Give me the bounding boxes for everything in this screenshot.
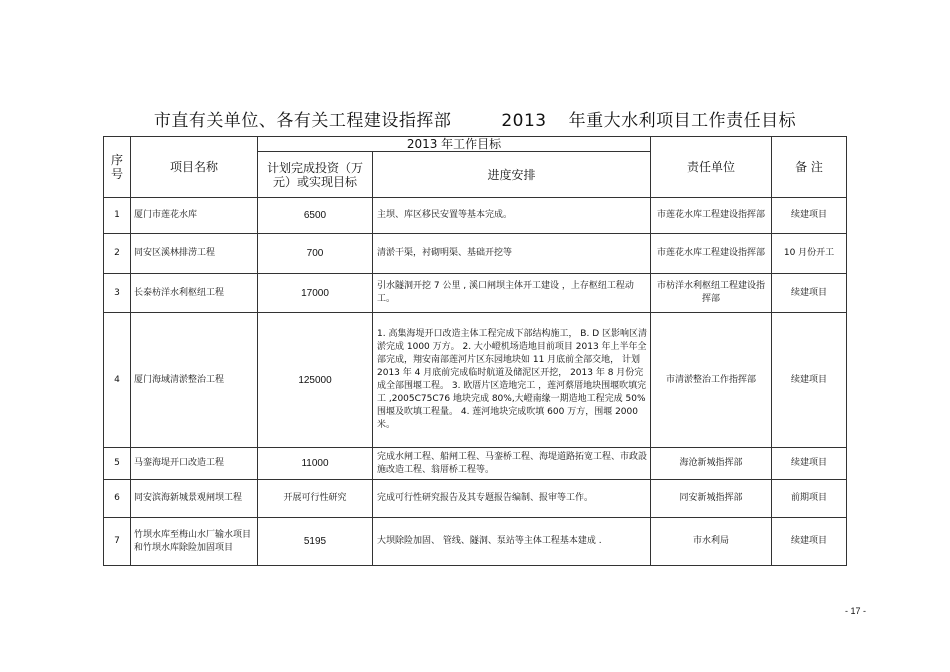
row-progress: 引水隧洞开挖 7 公里 , 溪口闸坝主体开工建设 ，上存枢纽工程动工。 [373, 274, 651, 313]
row-remark: 续建项目 [772, 518, 847, 566]
row-remark: 前期项目 [772, 480, 847, 518]
row-name: 同安区溪林排涝工程 [131, 234, 258, 274]
row-investment: 700 [258, 234, 373, 274]
row-investment: 11000 [258, 448, 373, 480]
row-progress: 主坝、库区移民安置等基本完成。 [373, 198, 651, 234]
row-unit: 市莲花水库工程建设指挥部 [651, 198, 772, 234]
row-unit: 市莲花水库工程建设指挥部 [651, 234, 772, 274]
row-remark: 10 月份开工 [772, 234, 847, 274]
header-seq: 序号 [104, 137, 131, 198]
table-row [104, 518, 847, 566]
row-unit: 海沧新城指挥部 [651, 448, 772, 480]
table-row [104, 313, 847, 448]
row-remark: 续建项目 [772, 274, 847, 313]
title-prefix: 市直有关单位、各有关工程建设指挥部 [153, 111, 452, 131]
row-seq: 6 [104, 480, 131, 518]
row-progress: 大坝除险加固、 管线、隧洞、泵站等主体工程基本建成 . [373, 518, 651, 566]
row-remark: 续建项目 [772, 198, 847, 234]
row-seq: 4 [104, 313, 131, 448]
row-remark: 续建项目 [772, 448, 847, 480]
title-suffix: 年重大水利项目工作责任目标 [568, 111, 797, 131]
row-progress: 1. 高集海堤开口改造主体工程完成下部结构施工， B. D 区影响区清淤完成 1000 万方。 2. 大小嶝机场造地目前项目 2013 年上半年全部完成，翔安南部莲河片区东园地块如 11 月底前全部交地， 计划 2013 年 4 月底前完成临时航道及储泥区开挖， 2013 年 8 月份完成全部围堰工程。 3. 欧厝片区造地完工 ，莲河蔡厝地块围堰吹填完工 ,2005C75C76 地块完成 80%,大嶝南缘一期造地工程完成 50%围堰及吹填工程量。 4. 莲河地块完成吹填 600 万方，围堰 2000 米。 [373, 313, 651, 448]
row-name: 长泰枋洋水利枢纽工程 [131, 274, 258, 313]
row-investment: 17000 [258, 274, 373, 313]
header-remark: 备 注 [772, 137, 847, 198]
row-progress: 完成可行性研究报告及其专题报告编制、报审等工作。 [373, 480, 651, 518]
page-number: - 17 - [844, 606, 866, 616]
row-unit: 同安新城指挥部 [651, 480, 772, 518]
header-unit: 责任单位 [651, 137, 772, 198]
page-title [0, 106, 950, 131]
table-row [104, 198, 847, 234]
header-progress: 进度安排 [373, 152, 651, 198]
table-row [104, 448, 847, 480]
row-name: 厦门海域清淤整治工程 [131, 313, 258, 448]
row-name: 厦门市莲花水库 [131, 198, 258, 234]
row-progress: 完成水闸工程、船闸工程、马銮桥工程、海堤道路拓宽工程、市政設施改造工程、翁厝桥工程等。 [373, 448, 651, 480]
table-row [104, 234, 847, 274]
row-progress: 清淤干渠，衬砌明渠、基础开挖等 [373, 234, 651, 274]
row-name: 竹坝水库至梅山水厂输水项目和竹坝水库除险加固项目 [131, 518, 258, 566]
row-remark: 续建项目 [772, 313, 847, 448]
row-investment: 125000 [258, 313, 373, 448]
row-seq: 1 [104, 198, 131, 234]
row-seq: 5 [104, 448, 131, 480]
row-seq: 2 [104, 234, 131, 274]
table-row [104, 480, 847, 518]
header-target-group: 2013 年工作目标 [258, 137, 651, 152]
row-investment: 6500 [258, 198, 373, 234]
row-name: 马銮海堤开口改造工程 [131, 448, 258, 480]
row-unit: 市枋洋水利枢纽工程建设指挥部 [651, 274, 772, 313]
row-unit: 市清淤整治工作指挥部 [651, 313, 772, 448]
table-row [104, 274, 847, 313]
responsibility-table [103, 136, 847, 566]
title-year: 2013 [501, 111, 547, 131]
header-investment: 计划完成投资（万元）或实现目标 [258, 152, 373, 198]
row-unit: 市水利局 [651, 518, 772, 566]
header-name: 项目名称 [131, 137, 258, 198]
row-investment: 5195 [258, 518, 373, 566]
row-name: 同安滨海新城景观闸坝工程 [131, 480, 258, 518]
row-seq: 7 [104, 518, 131, 566]
row-seq: 3 [104, 274, 131, 313]
row-investment: 开展可行性研究 [258, 480, 373, 518]
